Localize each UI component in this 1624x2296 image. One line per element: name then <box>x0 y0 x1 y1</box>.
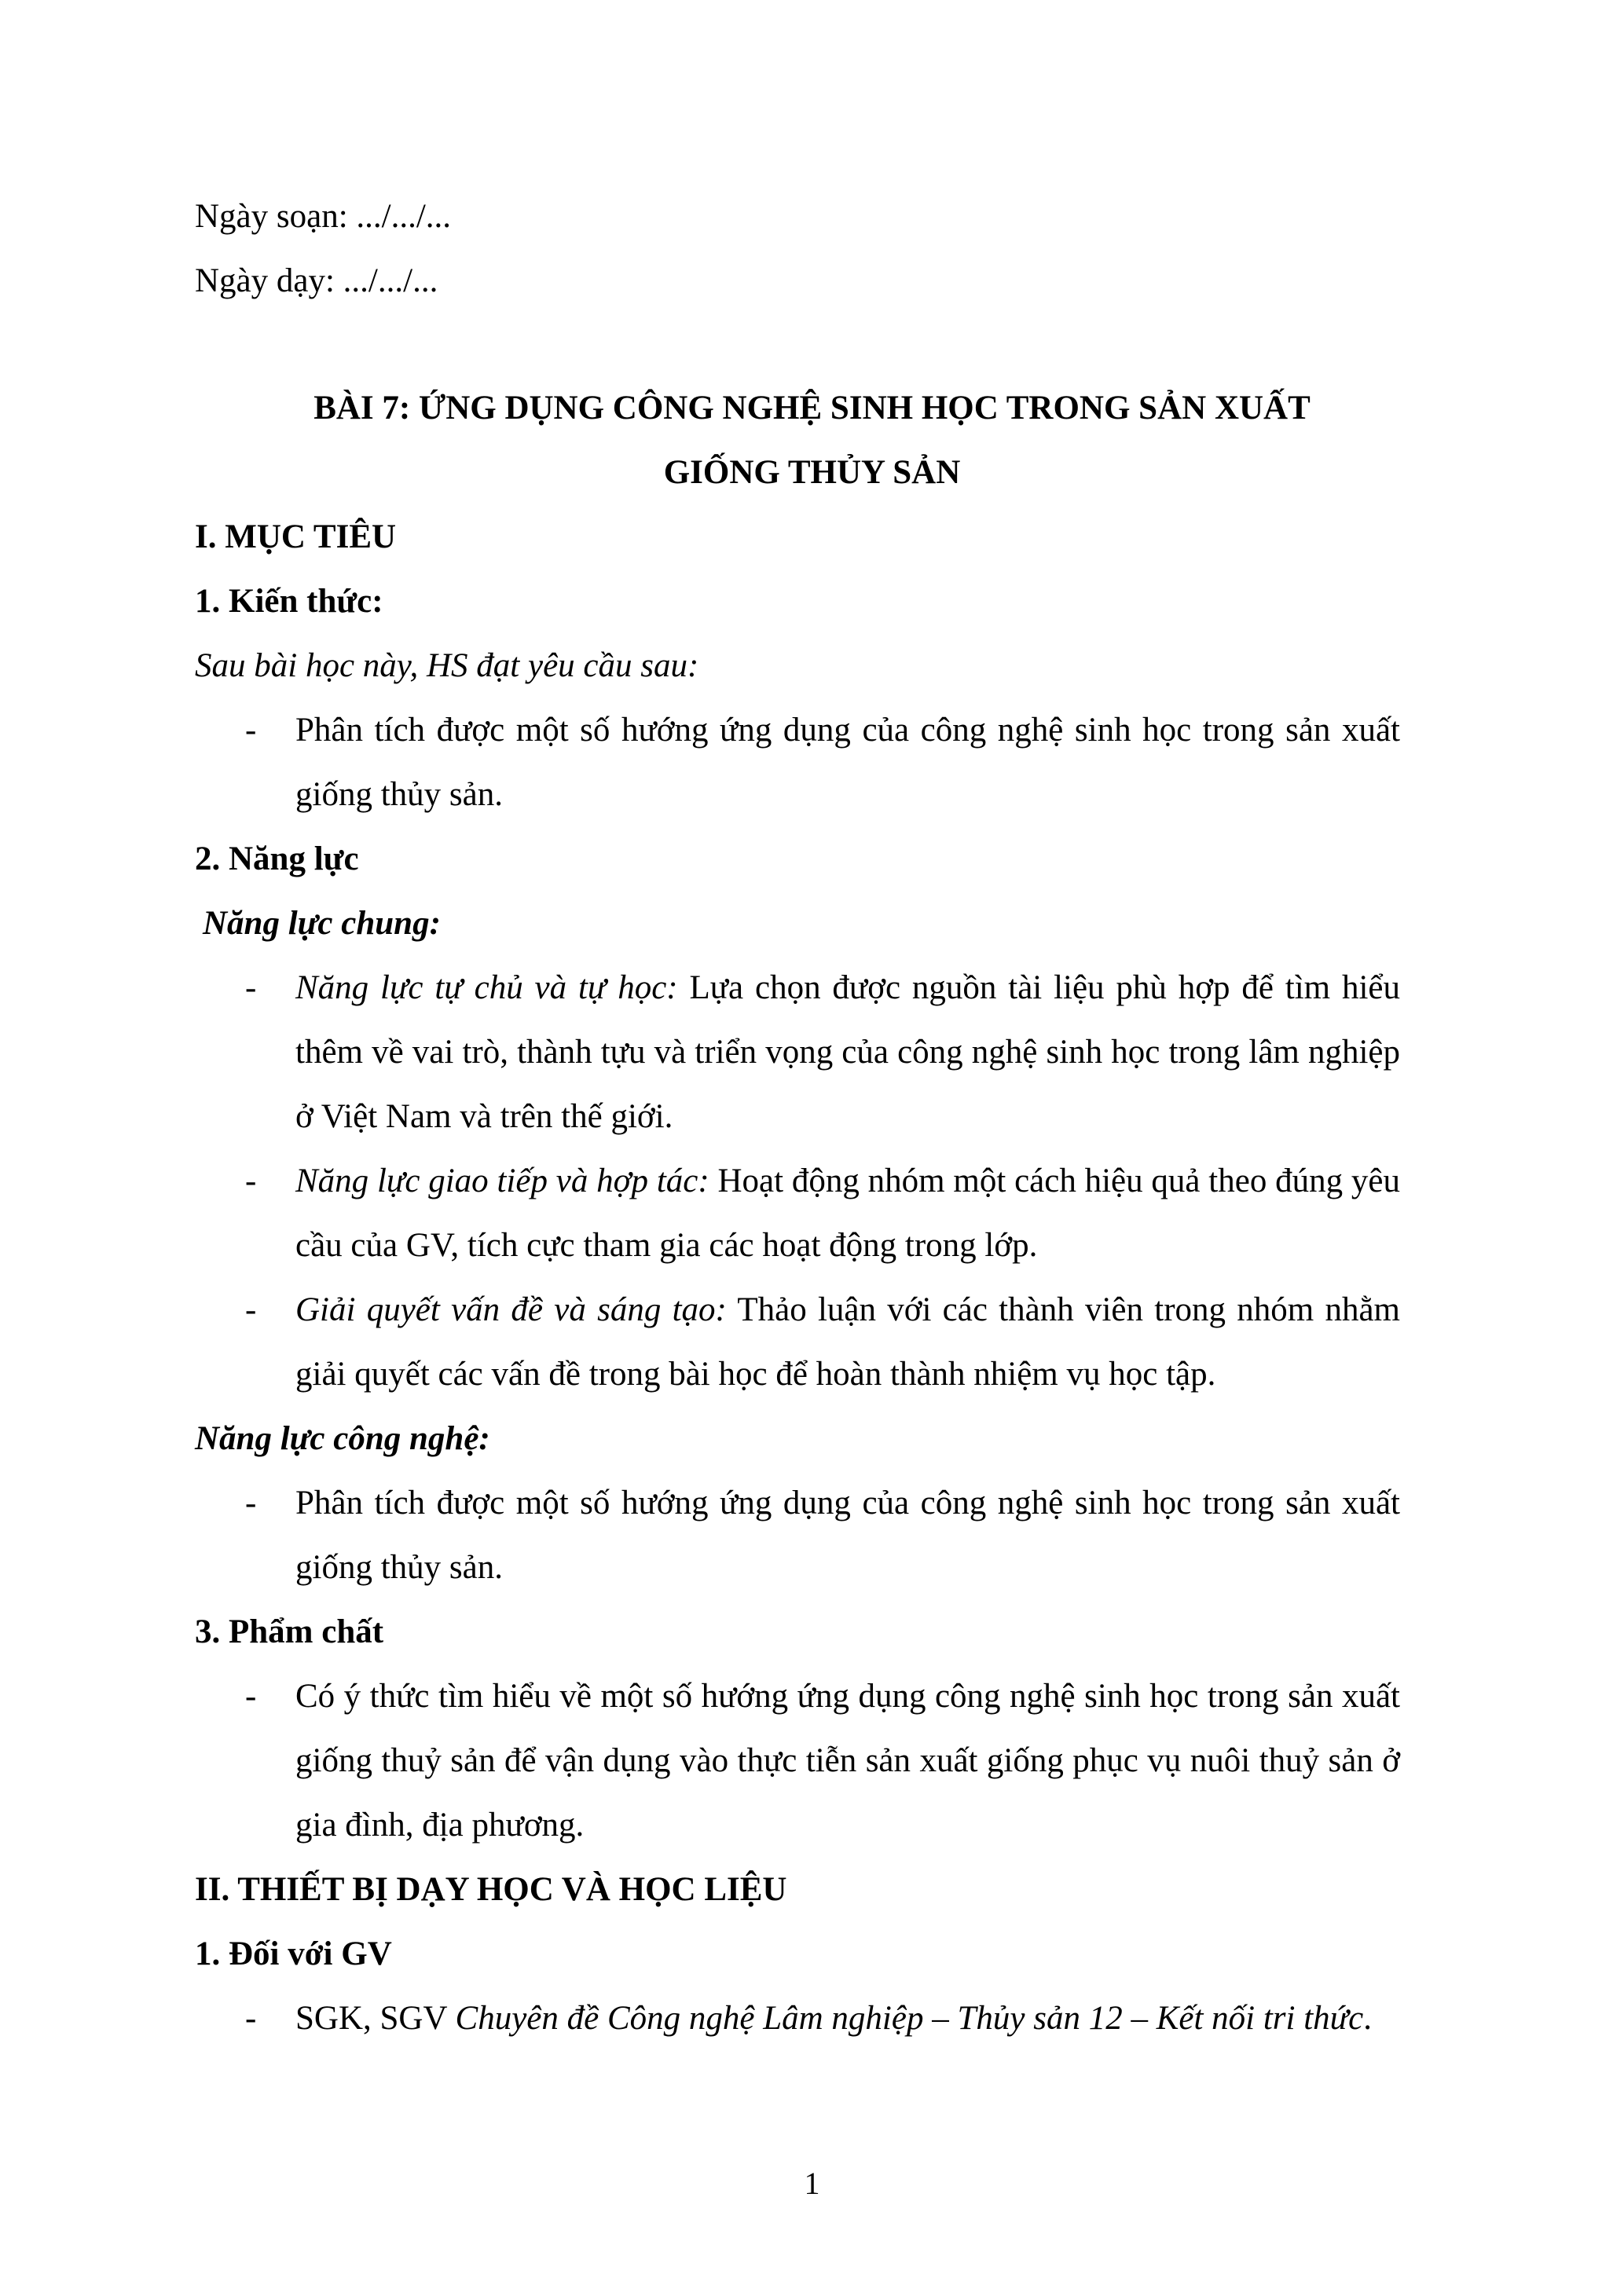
ngay-day: Ngày dạy: .../.../... <box>195 262 438 299</box>
bullet-dash: - <box>245 1291 257 1328</box>
kien-thuc-intro: Sau bài học này, HS đạt yêu cầu sau: <box>195 647 699 684</box>
lesson-title-line-2: GIỐNG THỦY SẢN <box>663 454 961 491</box>
bullet-dash: - <box>245 1163 257 1199</box>
bullet-dash: - <box>245 712 257 749</box>
bullet-dash: - <box>245 1678 257 1715</box>
nang-luc-item-label: Năng lực tự chủ và tự học: <box>295 969 678 1006</box>
nang-luc-item-giai-quyet <box>295 1278 1400 1407</box>
kien-thuc-heading: 1. Kiến thức: <box>195 583 383 620</box>
doi-voi-gv-item-suffix: . <box>1363 2000 1372 2037</box>
nang-luc-chung-heading: Năng lực chung: <box>203 905 441 942</box>
pham-chat-heading: 3. Phẩm chất <box>195 1613 384 1650</box>
doi-voi-gv-heading: 1. Đối với GV <box>195 1935 392 1972</box>
nang-luc-cong-nghe-heading: Năng lực công nghệ: <box>195 1420 490 1457</box>
nang-luc-item-text: Lựa chọn được nguồn tài liệu phù hợp để tìm hiểu thêm về vai trò, thành tựu và triển vọng của công nghệ sinh học trong lâm nghiệp ở Việt Nam và trên thế giới. <box>295 969 1400 1135</box>
bullet-dash: - <box>245 2000 257 2037</box>
bullet-dash: - <box>245 969 257 1006</box>
lesson-title-line-1: BÀI 7: ỨNG DỤNG CÔNG NGHỆ SINH HỌC TRONG SẢN XUẤT <box>313 390 1311 427</box>
page-number: 1 <box>804 2166 820 2201</box>
doi-voi-gv-item-book-title: Chuyên đề Công nghệ Lâm nghiệp – Thủy sản 12 – Kết nối tri thức <box>455 2000 1364 2037</box>
bullet-dash: - <box>245 1485 257 1522</box>
doi-voi-gv-item-prefix: SGK, SGV <box>295 2000 456 2037</box>
nang-luc-cong-nghe-item: Phân tích được một số hướng ứng dụng của công nghệ sinh học trong sản xuất giống thủy sản. <box>295 1485 1400 1586</box>
doi-voi-gv-item <box>295 1987 1400 2051</box>
nang-luc-item-label: Giải quyết vấn đề và sáng tạo: <box>295 1291 727 1328</box>
nang-luc-item-text: Hoạt động nhóm một cách hiệu quả theo đúng yêu cầu của GV, tích cực tham gia các hoạt động trong lớp. <box>295 1163 1400 1264</box>
nang-luc-heading: 2. Năng lực <box>195 840 359 877</box>
nang-luc-item-tu-chu <box>295 956 1400 1149</box>
ngay-soan: Ngày soạn: .../.../... <box>195 198 452 235</box>
section-1-heading: I. MỤC TIÊU <box>195 518 397 555</box>
kien-thuc-item: Phân tích được một số hướng ứng dụng của công nghệ sinh học trong sản xuất giống thủy sản. <box>295 712 1400 813</box>
section-2-heading: II. THIẾT BỊ DẠY HỌC VÀ HỌC LIỆU <box>195 1871 787 1908</box>
pham-chat-item: Có ý thức tìm hiểu về một số hướng ứng dụng công nghệ sinh học trong sản xuất giống thuỷ sản để vận dụng vào thực tiễn sản xuất giống phục vụ nuôi thuỷ sản ở gia đình, địa phương. <box>295 1678 1400 1844</box>
nang-luc-item-label: Năng lực giao tiếp và hợp tác: <box>295 1163 709 1199</box>
nang-luc-item-giao-tiep <box>295 1149 1400 1278</box>
nang-luc-item-text: Thảo luận với các thành viên trong nhóm nhằm giải quyết các vấn đề trong bài học để hoàn thành nhiệm vụ học tập. <box>295 1291 1401 1393</box>
